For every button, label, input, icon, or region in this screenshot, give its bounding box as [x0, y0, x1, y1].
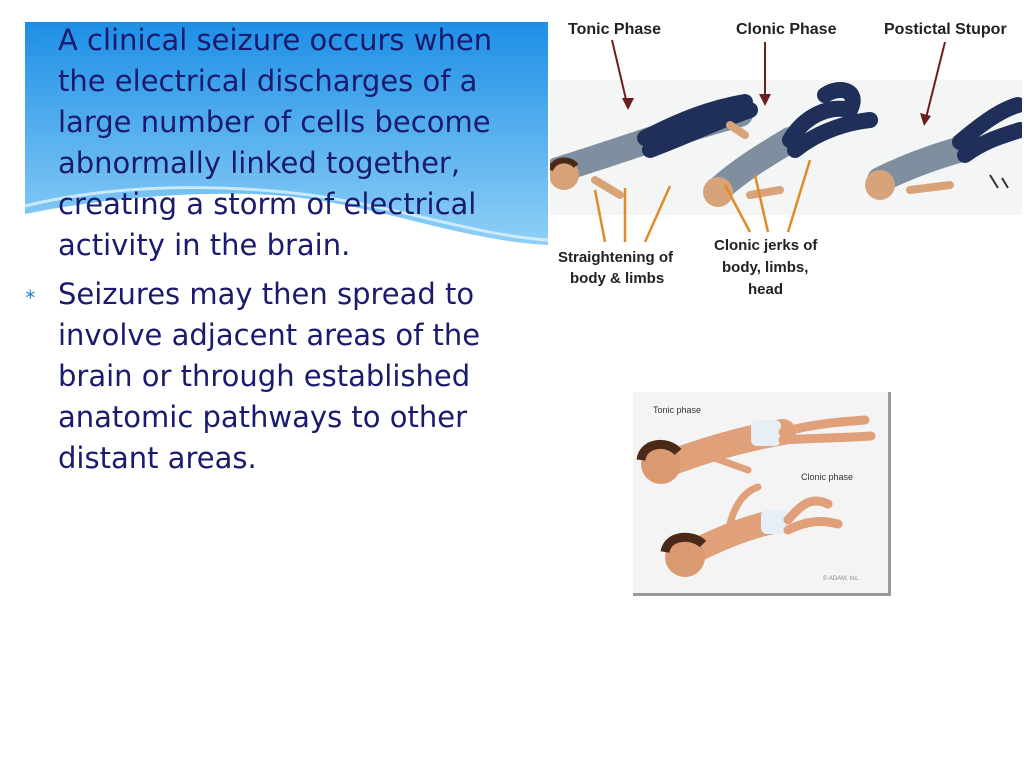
bullet-marker: ∗ — [24, 285, 37, 303]
caption-tonic-line1: Straightening of — [558, 249, 673, 266]
bullet-item — [24, 20, 544, 266]
seizure-phases-figure — [550, 10, 1022, 305]
bullet-item — [24, 274, 544, 479]
phase-heading-postictal: Postictal Stupor — [884, 21, 1007, 38]
bullet-text: A clinical seizure occurs when the electrical discharges of a large number of cells become abnormally linked together, creating a storm of electrical activity in the brain. — [58, 23, 493, 262]
caption-clonic-line1: Clonic jerks of — [714, 237, 818, 254]
bullet-text: Seizures may then spread to involve adjacent areas of the brain or through established anatomic pathways to other distant areas. — [58, 277, 481, 475]
caption-clonic-line2: body, limbs, — [722, 259, 809, 276]
bullet-list — [24, 20, 544, 479]
label-clonic-phase: Clonic phase — [801, 472, 854, 482]
caption-clonic-line3: head — [748, 281, 784, 298]
copyright-text: © ADAM, Inc. — [823, 576, 860, 582]
bullet-marker: ∗ — [24, 31, 37, 49]
phase-heading-clonic: Clonic Phase — [736, 21, 837, 38]
caption-tonic-line2: body & limbs — [570, 270, 665, 287]
label-tonic-phase: Tonic phase — [653, 405, 702, 415]
phase-heading-tonic: Tonic Phase — [568, 21, 662, 38]
child-seizure-figure — [633, 392, 891, 596]
